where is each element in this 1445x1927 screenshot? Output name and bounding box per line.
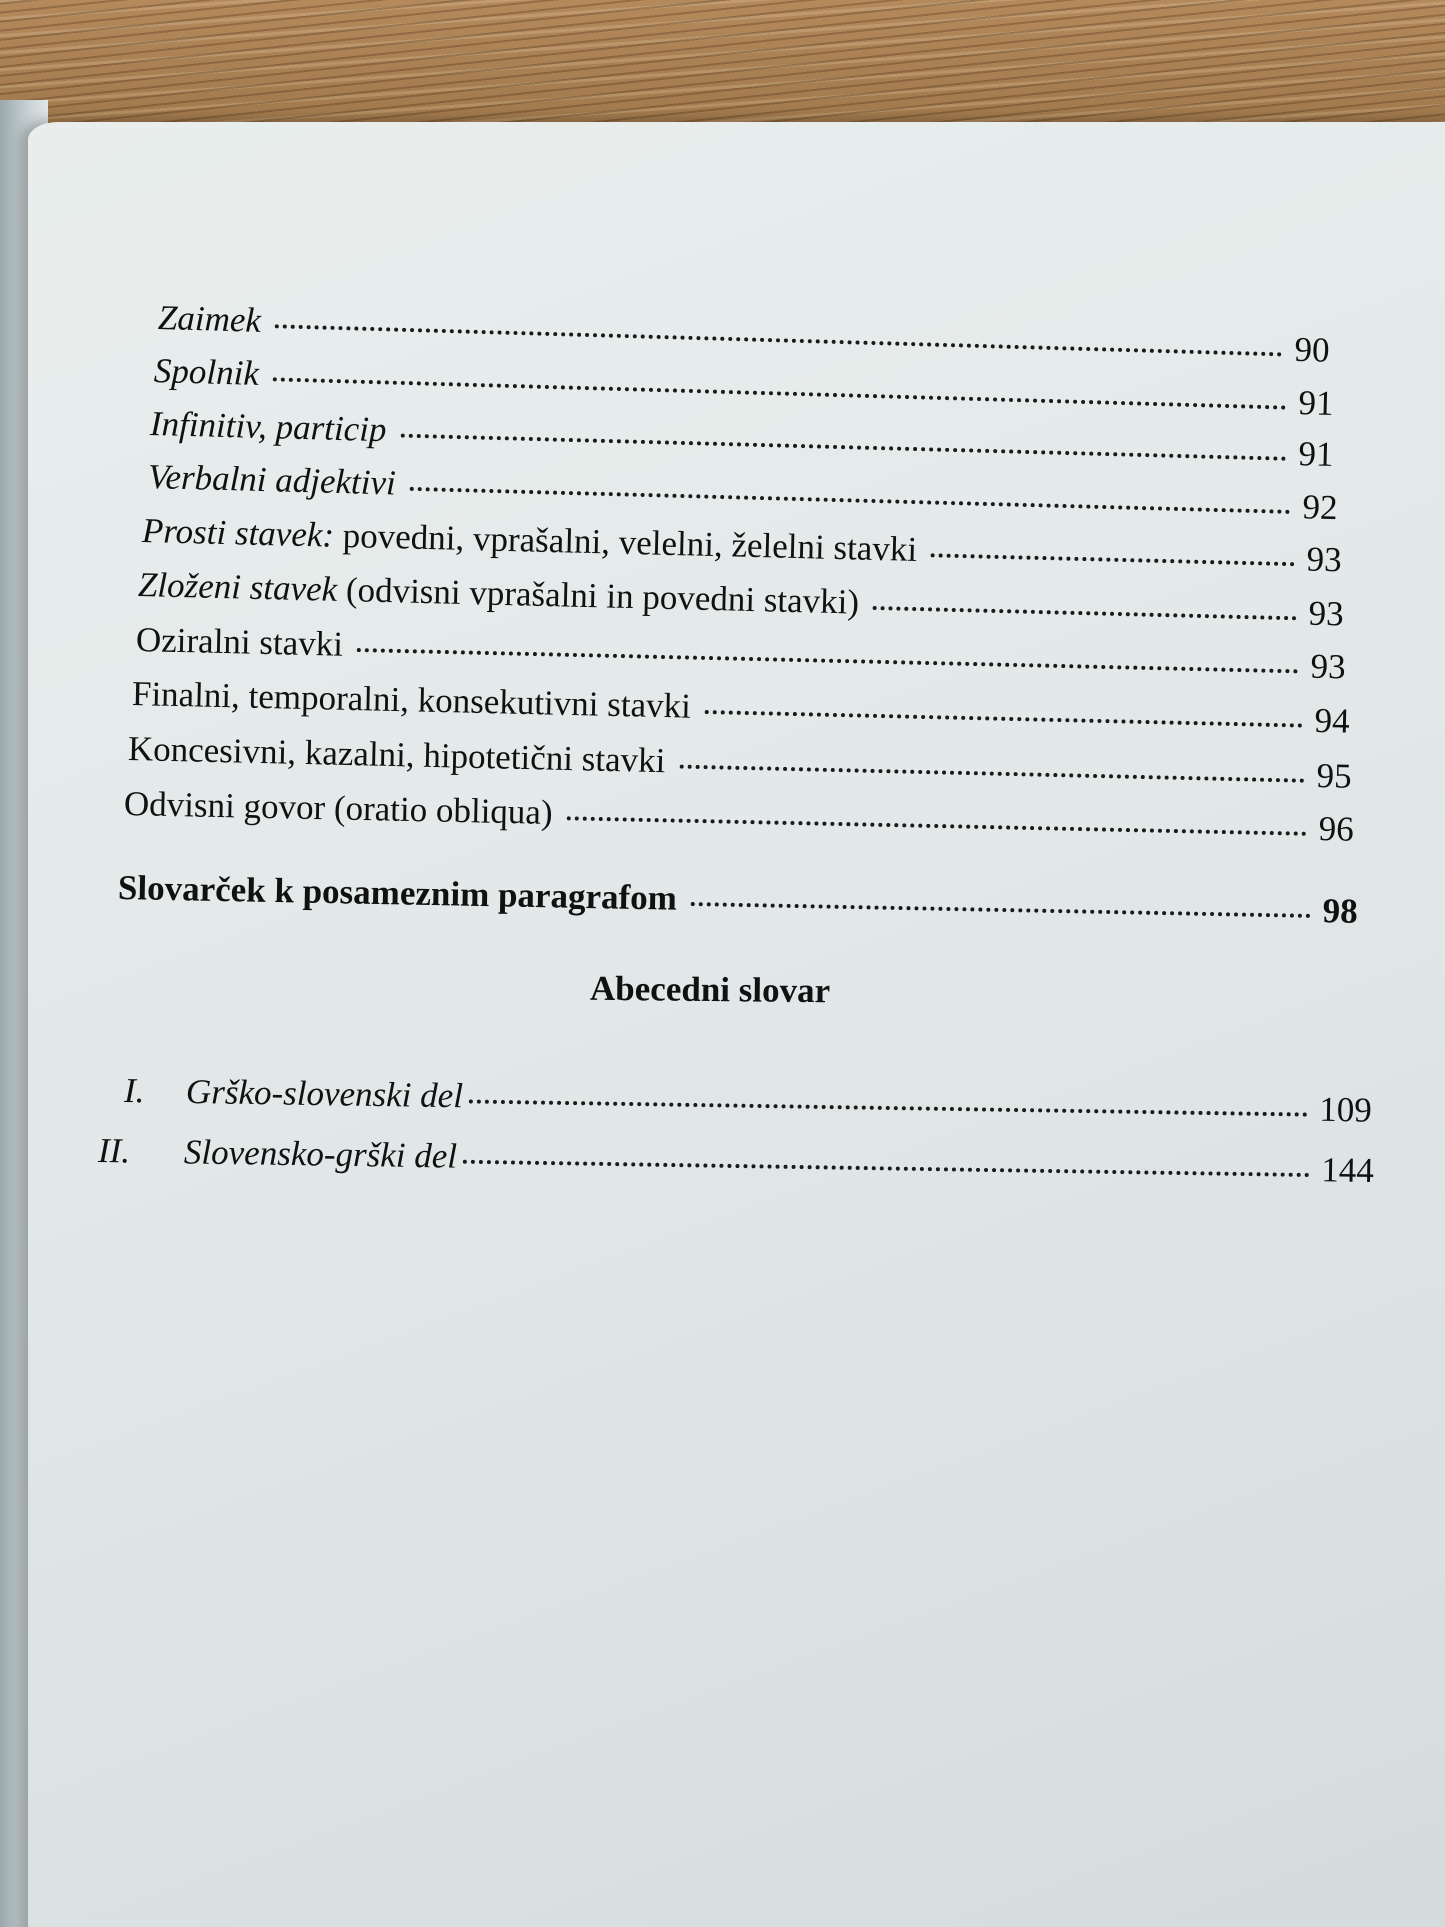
toc-entry-odvisni-govor [124,786,1354,847]
toc-entry-rest: Finalni, temporalni, konsekutivni stavki [131,674,692,726]
toc-entry-title: Grško-slovenski del [185,1071,464,1116]
dot-leader [705,710,1303,728]
toc-page-number: 93 [1310,646,1347,687]
dot-leader [691,902,1311,918]
dot-leader [273,377,1287,409]
dot-leader [469,1099,1307,1116]
toc-entry-slovarcek [118,870,1358,929]
toc-entry-rest: Odvisni govor (oratio obliqua) [123,784,554,832]
toc-entry-rest: Oziralni stavki [135,620,344,664]
toc-entry-rest: povedni, vprašalni, velelni, želelni stavki [333,515,918,569]
dot-leader [357,648,1299,673]
dot-leader [400,434,1286,461]
toc-page-number: 91 [1298,382,1335,423]
dot-leader [275,324,1283,356]
toc-entry-title: Infinitiv, particip [149,404,387,450]
toc-entry-title: Zaimek [157,298,262,340]
dot-leader [873,606,1297,620]
toc-entry-title: Verbalni adjektivi [147,457,397,503]
toc-entry-grsko-slovenski [124,1073,1372,1128]
toc-entry-rest: Koncesivni, kazalni, hipotetični stavki [127,729,666,781]
dot-leader [931,553,1295,566]
toc-page-number: 93 [1306,539,1343,580]
toc-entry-title: Slovarček k posameznim paragrafom [117,868,678,918]
toc-page-number: 90 [1294,329,1331,370]
toc-page-number: 94 [1314,700,1351,741]
toc-entry-title: Spolnik [153,351,260,393]
toc-entry-oziralni [135,620,1347,687]
toc-entry-title: Slovensko-grški del [183,1132,458,1176]
toc-page-number: 109 [1319,1089,1373,1130]
toc-entry-koncesivni [128,731,1352,794]
toc-page-number: 144 [1321,1150,1375,1191]
toc-entry-slovensko-grski [97,1131,1375,1191]
toc-page-number: 96 [1318,809,1355,849]
toc-entry-zlozeni-stavek [137,565,1345,634]
dot-leader [679,765,1304,783]
dot-leader [463,1160,1309,1177]
toc-part-numeral: I. [123,1071,145,1111]
dot-leader [566,816,1306,836]
toc-page-number: 98 [1322,891,1359,931]
toc-entry-title: Zloženi stavek [137,565,338,609]
toc-entry-finalni [132,676,1350,739]
dot-leader [410,487,1291,514]
toc-page-number: 91 [1298,434,1335,474]
toc-page-number: 93 [1308,593,1345,634]
toc-entry-rest: (odvisni vprašalni in povedni stavki) [336,569,860,622]
toc-part-numeral: II. [97,1131,131,1171]
toc-entry-prosti-stavek [141,511,1343,580]
section-heading: Abecedni slovar [589,968,831,1011]
toc-entry-title: Prosti stavek: [141,511,335,555]
toc-page-number: 95 [1316,755,1353,796]
toc-page-number: 92 [1302,487,1339,528]
